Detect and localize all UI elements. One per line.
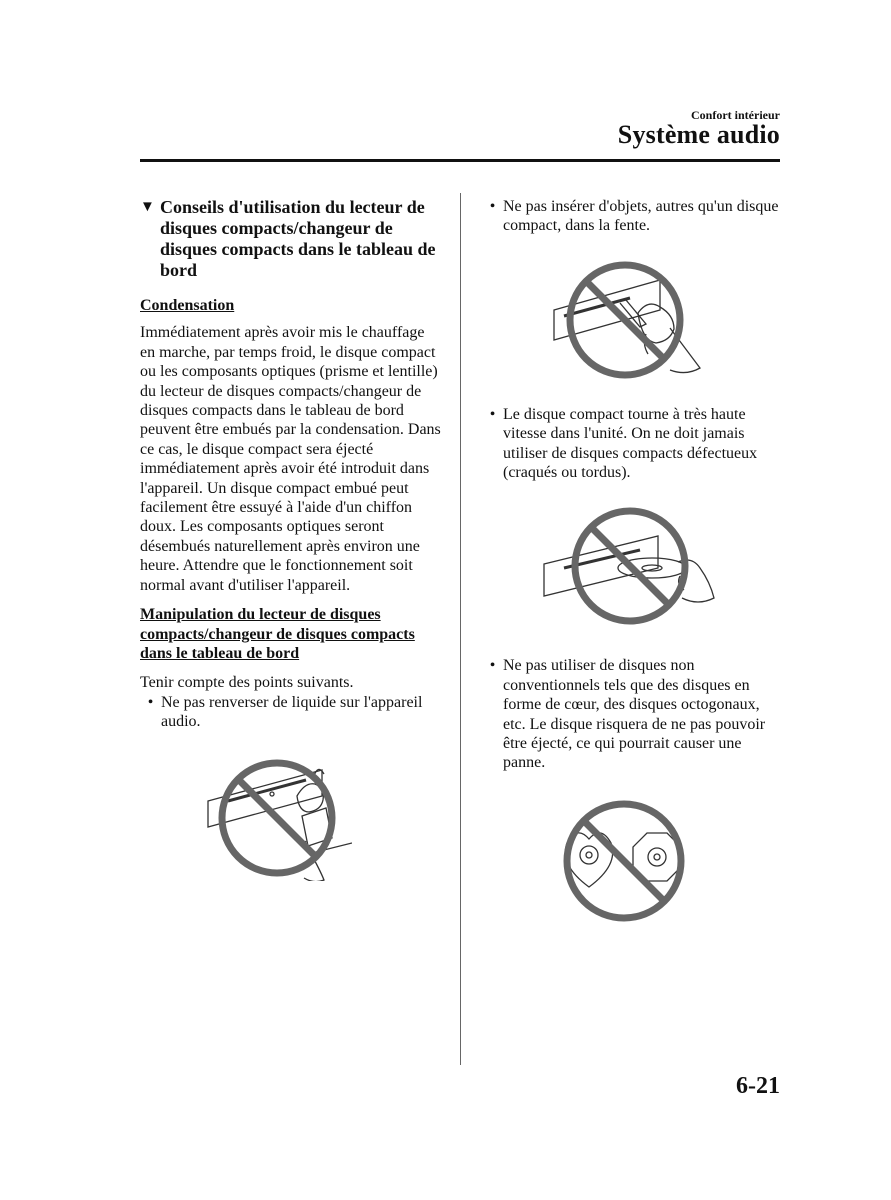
column-divider bbox=[460, 193, 461, 1065]
no-foreign-object-illustration bbox=[550, 258, 710, 383]
no-damaged-disc-illustration bbox=[540, 506, 720, 626]
left-column bbox=[140, 197, 442, 881]
section-heading-text: Conseils d'utilisation du lecteur de disques compacts/changeur de disques compacts dans le tableau de bord bbox=[160, 197, 436, 280]
list-item bbox=[482, 656, 782, 772]
list-item-text: Ne pas utiliser de disques non conventionnels tels que des disques en forme de cœur, des disques octogonaux, etc. Le disque risquera de ne pas pouvoir être éjecté, ce qui pourrait causer une panne. bbox=[503, 657, 766, 772]
condensation-heading: Condensation bbox=[140, 297, 235, 314]
list-item bbox=[482, 405, 782, 483]
list-item-text: Ne pas insérer d'objets, autres qu'un disque compact, dans la fente. bbox=[503, 198, 779, 235]
bullet-icon: • bbox=[147, 693, 154, 711]
list-item bbox=[140, 693, 442, 732]
list-item bbox=[482, 197, 782, 236]
triangle-marker-icon: ▼ bbox=[140, 199, 155, 215]
header-rule bbox=[140, 159, 780, 162]
no-nonstandard-disc-illustration bbox=[554, 797, 694, 927]
list-item-text: Le disque compact tourne à très haute vitesse dans l'unité. On ne doit jamais utiliser de disques compacts défectueux (craqués ou tordus). bbox=[503, 405, 758, 482]
bullet-icon: • bbox=[489, 405, 496, 423]
list-item-text: Ne pas renverser de liquide sur l'appareil audio. bbox=[161, 693, 423, 731]
no-liquid-illustration bbox=[202, 756, 352, 881]
condensation-paragraph: Immédiatement après avoir mis le chauffage en marche, par temps froid, le disque compact ou les composants optiques (prisme et lentille) du lecteur de disques compacts/changeur de disques compacts dans le tableau de bord peuvent être embués par la condensation. Dans ce cas, le disque compact sera éjecté immédiatement après avoir été introduit dans l'appareil. Un disque compact embué peut facilement être essuyé à l'aide d'un chiffon doux. Les composants optiques seront désembués naturellement après environ une heure. Attendre que le fonctionnement soit normal avant d'utiliser l'appareil. bbox=[140, 324, 441, 594]
section-heading bbox=[140, 197, 442, 281]
handling-heading: Manipulation du lecteur de disques compacts/changeur de disques compacts dans le tableau de bord bbox=[140, 606, 415, 662]
bullet-icon: • bbox=[489, 657, 496, 675]
right-column bbox=[482, 197, 782, 927]
handling-intro: Tenir compte des points suivants. bbox=[140, 674, 354, 692]
header-section-label: Confort intérieur bbox=[691, 108, 780, 122]
bullet-icon: • bbox=[489, 198, 496, 215]
page-number: 6-21 bbox=[736, 1073, 780, 1099]
page-title: Système audio bbox=[617, 120, 780, 149]
